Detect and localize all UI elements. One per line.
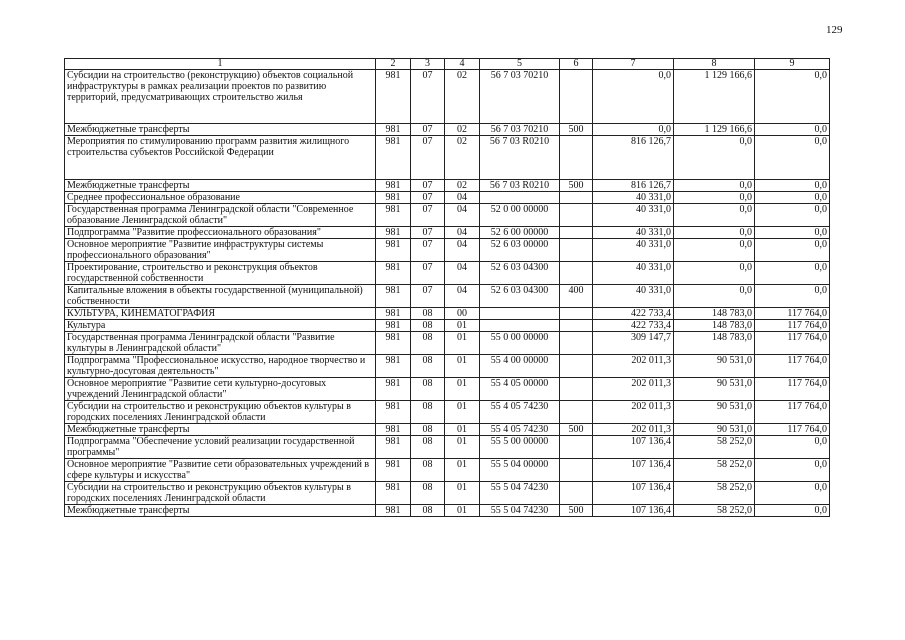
amount-col9-cell: 0,0 <box>755 436 830 459</box>
subsection-code-cell: 01 <box>445 332 480 355</box>
amount-col9-cell: 117 764,0 <box>755 424 830 436</box>
admin-code-cell: 981 <box>376 459 411 482</box>
row-name-cell: Капитальные вложения в объекты государственной (муниципальной) собственности <box>65 285 376 308</box>
table-row <box>65 308 830 320</box>
table-row <box>65 332 830 355</box>
section-code-cell: 08 <box>411 459 445 482</box>
amount-col8-cell: 58 252,0 <box>674 505 755 517</box>
subsection-code-cell: 04 <box>445 262 480 285</box>
target-article-cell: 56 7 03 70210 <box>480 70 560 124</box>
expense-type-cell <box>560 239 593 262</box>
expense-type-cell: 500 <box>560 124 593 136</box>
amount-col9-cell: 117 764,0 <box>755 378 830 401</box>
amount-col8-cell: 0,0 <box>674 227 755 239</box>
table-row <box>65 70 830 124</box>
expense-type-cell: 500 <box>560 505 593 517</box>
column-header: 4 <box>445 59 480 70</box>
amount-col8-cell: 148 783,0 <box>674 320 755 332</box>
amount-col8-cell: 58 252,0 <box>674 459 755 482</box>
target-article-cell: 52 6 03 04300 <box>480 285 560 308</box>
subsection-code-cell: 02 <box>445 70 480 124</box>
expense-type-cell <box>560 192 593 204</box>
row-name-cell: Основное мероприятие "Развитие сети образовательных учреждений в сфере культуры и искусства" <box>65 459 376 482</box>
expense-type-cell <box>560 482 593 505</box>
subsection-code-cell: 02 <box>445 180 480 192</box>
amount-col9-cell: 0,0 <box>755 239 830 262</box>
table-row <box>65 204 830 227</box>
amount-col7-cell: 0,0 <box>593 124 674 136</box>
expense-type-cell <box>560 401 593 424</box>
subsection-code-cell: 01 <box>445 459 480 482</box>
target-article-cell: 55 4 05 74230 <box>480 424 560 436</box>
admin-code-cell: 981 <box>376 262 411 285</box>
amount-col7-cell: 40 331,0 <box>593 227 674 239</box>
budget-table <box>64 58 830 517</box>
row-name-cell: Подпрограмма "Развитие профессионального образования" <box>65 227 376 239</box>
subsection-code-cell: 04 <box>445 192 480 204</box>
amount-col8-cell: 0,0 <box>674 180 755 192</box>
amount-col7-cell: 816 126,7 <box>593 136 674 180</box>
expense-type-cell <box>560 262 593 285</box>
amount-col9-cell: 0,0 <box>755 459 830 482</box>
table-row <box>65 262 830 285</box>
amount-col9-cell: 117 764,0 <box>755 355 830 378</box>
admin-code-cell: 981 <box>376 401 411 424</box>
target-article-cell: 55 4 05 00000 <box>480 378 560 401</box>
subsection-code-cell: 01 <box>445 355 480 378</box>
subsection-code-cell: 04 <box>445 285 480 308</box>
column-header: 3 <box>411 59 445 70</box>
amount-col7-cell: 422 733,4 <box>593 320 674 332</box>
amount-col9-cell: 117 764,0 <box>755 401 830 424</box>
amount-col8-cell: 90 531,0 <box>674 424 755 436</box>
column-header: 2 <box>376 59 411 70</box>
row-name-cell: Основное мероприятие "Развитие инфраструктуры системы профессионального образования" <box>65 239 376 262</box>
section-code-cell: 07 <box>411 180 445 192</box>
expense-type-cell <box>560 204 593 227</box>
amount-col7-cell: 40 331,0 <box>593 239 674 262</box>
target-article-cell: 52 6 03 00000 <box>480 239 560 262</box>
table-row <box>65 227 830 239</box>
amount-col7-cell: 107 136,4 <box>593 436 674 459</box>
amount-col8-cell: 90 531,0 <box>674 401 755 424</box>
row-name-cell: КУЛЬТУРА, КИНЕМАТОГРАФИЯ <box>65 308 376 320</box>
section-code-cell: 07 <box>411 239 445 262</box>
amount-col9-cell: 0,0 <box>755 262 830 285</box>
admin-code-cell: 981 <box>376 505 411 517</box>
table-row <box>65 401 830 424</box>
column-header: 8 <box>674 59 755 70</box>
amount-col8-cell: 0,0 <box>674 285 755 308</box>
row-name-cell: Среднее профессиональное образование <box>65 192 376 204</box>
section-code-cell: 08 <box>411 436 445 459</box>
table-row <box>65 320 830 332</box>
table-row <box>65 459 830 482</box>
expense-type-cell <box>560 320 593 332</box>
target-article-cell: 56 7 03 R0210 <box>480 136 560 180</box>
admin-code-cell: 981 <box>376 424 411 436</box>
subsection-code-cell: 01 <box>445 436 480 459</box>
section-code-cell: 08 <box>411 320 445 332</box>
expense-type-cell: 400 <box>560 285 593 308</box>
amount-col7-cell: 40 331,0 <box>593 192 674 204</box>
admin-code-cell: 981 <box>376 124 411 136</box>
amount-col7-cell: 107 136,4 <box>593 459 674 482</box>
column-header: 9 <box>755 59 830 70</box>
amount-col7-cell: 422 733,4 <box>593 308 674 320</box>
amount-col9-cell: 0,0 <box>755 70 830 124</box>
subsection-code-cell: 01 <box>445 424 480 436</box>
target-article-cell: 56 7 03 70210 <box>480 124 560 136</box>
admin-code-cell: 981 <box>376 204 411 227</box>
amount-col9-cell: 117 764,0 <box>755 332 830 355</box>
expense-type-cell <box>560 459 593 482</box>
row-name-cell: Государственная программа Ленинградской области "Развитие культуры в Ленинградской области" <box>65 332 376 355</box>
target-article-cell <box>480 192 560 204</box>
target-article-cell: 55 5 00 00000 <box>480 436 560 459</box>
amount-col8-cell: 90 531,0 <box>674 355 755 378</box>
section-code-cell: 07 <box>411 136 445 180</box>
column-header: 6 <box>560 59 593 70</box>
admin-code-cell: 981 <box>376 308 411 320</box>
row-name-cell: Субсидии на строительство (реконструкцию) объектов социальной инфраструктуры в рамках реализации проектов по развитию территорий, предусматривающих строительство жилья <box>65 70 376 124</box>
subsection-code-cell: 02 <box>445 136 480 180</box>
subsection-code-cell: 02 <box>445 124 480 136</box>
amount-col8-cell: 0,0 <box>674 192 755 204</box>
amount-col8-cell: 58 252,0 <box>674 436 755 459</box>
admin-code-cell: 981 <box>376 355 411 378</box>
amount-col7-cell: 107 136,4 <box>593 482 674 505</box>
subsection-code-cell: 04 <box>445 239 480 262</box>
table-row <box>65 285 830 308</box>
target-article-cell: 55 5 04 00000 <box>480 459 560 482</box>
section-code-cell: 07 <box>411 227 445 239</box>
admin-code-cell: 981 <box>376 70 411 124</box>
section-code-cell: 08 <box>411 505 445 517</box>
amount-col9-cell: 117 764,0 <box>755 320 830 332</box>
section-code-cell: 08 <box>411 332 445 355</box>
amount-col9-cell: 0,0 <box>755 285 830 308</box>
amount-col7-cell: 202 011,3 <box>593 401 674 424</box>
row-name-cell: Мероприятия по стимулированию программ развития жилищного строительства субъектов Российской Федерации <box>65 136 376 180</box>
expense-type-cell <box>560 355 593 378</box>
section-code-cell: 08 <box>411 355 445 378</box>
admin-code-cell: 981 <box>376 239 411 262</box>
table-row <box>65 192 830 204</box>
subsection-code-cell: 01 <box>445 378 480 401</box>
section-code-cell: 07 <box>411 285 445 308</box>
amount-col9-cell: 0,0 <box>755 204 830 227</box>
row-name-cell: Межбюджетные трансферты <box>65 180 376 192</box>
amount-col7-cell: 40 331,0 <box>593 285 674 308</box>
table-row <box>65 436 830 459</box>
row-name-cell: Подпрограмма "Профессиональное искусство, народное творчество и культурно-досуговая деятельность" <box>65 355 376 378</box>
amount-col8-cell: 0,0 <box>674 204 755 227</box>
amount-col8-cell: 0,0 <box>674 239 755 262</box>
amount-col8-cell: 148 783,0 <box>674 332 755 355</box>
section-code-cell: 07 <box>411 204 445 227</box>
column-header: 5 <box>480 59 560 70</box>
table-row <box>65 239 830 262</box>
amount-col8-cell: 90 531,0 <box>674 378 755 401</box>
section-code-cell: 08 <box>411 378 445 401</box>
expense-type-cell <box>560 436 593 459</box>
table-row <box>65 482 830 505</box>
amount-col9-cell: 0,0 <box>755 227 830 239</box>
admin-code-cell: 981 <box>376 192 411 204</box>
column-header: 7 <box>593 59 674 70</box>
amount-col7-cell: 202 011,3 <box>593 378 674 401</box>
page-number: 129 <box>826 24 843 36</box>
section-code-cell: 08 <box>411 308 445 320</box>
expense-type-cell <box>560 378 593 401</box>
expense-type-cell <box>560 332 593 355</box>
amount-col8-cell: 1 129 166,6 <box>674 124 755 136</box>
expense-type-cell: 500 <box>560 424 593 436</box>
expense-type-cell: 500 <box>560 180 593 192</box>
admin-code-cell: 981 <box>376 227 411 239</box>
table-row <box>65 378 830 401</box>
amount-col9-cell: 0,0 <box>755 136 830 180</box>
amount-col9-cell: 117 764,0 <box>755 308 830 320</box>
row-name-cell: Межбюджетные трансферты <box>65 124 376 136</box>
target-article-cell: 56 7 03 R0210 <box>480 180 560 192</box>
expense-type-cell <box>560 227 593 239</box>
amount-col7-cell: 107 136,4 <box>593 505 674 517</box>
admin-code-cell: 981 <box>376 436 411 459</box>
row-name-cell: Основное мероприятие "Развитие сети культурно-досуговых учреждений Ленинградской области" <box>65 378 376 401</box>
target-article-cell: 55 0 00 00000 <box>480 332 560 355</box>
row-name-cell: Субсидии на строительство и реконструкцию объектов культуры в городских поселениях Ленинградской области <box>65 482 376 505</box>
amount-col9-cell: 0,0 <box>755 124 830 136</box>
admin-code-cell: 981 <box>376 482 411 505</box>
target-article-cell: 52 0 00 00000 <box>480 204 560 227</box>
table-row <box>65 355 830 378</box>
target-article-cell <box>480 308 560 320</box>
subsection-code-cell: 01 <box>445 320 480 332</box>
admin-code-cell: 981 <box>376 332 411 355</box>
target-article-cell: 55 5 04 74230 <box>480 505 560 517</box>
table-row <box>65 136 830 180</box>
admin-code-cell: 981 <box>376 136 411 180</box>
amount-col8-cell: 58 252,0 <box>674 482 755 505</box>
section-code-cell: 07 <box>411 192 445 204</box>
subsection-code-cell: 01 <box>445 482 480 505</box>
table-row <box>65 424 830 436</box>
amount-col7-cell: 816 126,7 <box>593 180 674 192</box>
target-article-cell: 55 4 00 00000 <box>480 355 560 378</box>
target-article-cell: 52 6 00 00000 <box>480 227 560 239</box>
expense-type-cell <box>560 136 593 180</box>
amount-col8-cell: 1 129 166,6 <box>674 70 755 124</box>
section-code-cell: 08 <box>411 482 445 505</box>
subsection-code-cell: 00 <box>445 308 480 320</box>
amount-col9-cell: 0,0 <box>755 180 830 192</box>
target-article-cell: 55 4 05 74230 <box>480 401 560 424</box>
target-article-cell: 52 6 03 04300 <box>480 262 560 285</box>
table-row <box>65 124 830 136</box>
section-code-cell: 07 <box>411 124 445 136</box>
amount-col9-cell: 0,0 <box>755 192 830 204</box>
amount-col7-cell: 202 011,3 <box>593 424 674 436</box>
amount-col7-cell: 0,0 <box>593 70 674 124</box>
amount-col7-cell: 40 331,0 <box>593 204 674 227</box>
section-code-cell: 08 <box>411 401 445 424</box>
row-name-cell: Проектирование, строительство и реконструкция объектов государственной собственности <box>65 262 376 285</box>
row-name-cell: Государственная программа Ленинградской области "Современное образование Ленинградской области" <box>65 204 376 227</box>
section-code-cell: 08 <box>411 424 445 436</box>
admin-code-cell: 981 <box>376 378 411 401</box>
subsection-code-cell: 04 <box>445 204 480 227</box>
admin-code-cell: 981 <box>376 180 411 192</box>
admin-code-cell: 981 <box>376 285 411 308</box>
subsection-code-cell: 04 <box>445 227 480 239</box>
row-name-cell: Культура <box>65 320 376 332</box>
row-name-cell: Субсидии на строительство и реконструкцию объектов культуры в городских поселениях Ленинградской области <box>65 401 376 424</box>
target-article-cell: 55 5 04 74230 <box>480 482 560 505</box>
amount-col7-cell: 202 011,3 <box>593 355 674 378</box>
section-code-cell: 07 <box>411 262 445 285</box>
amount-col7-cell: 309 147,7 <box>593 332 674 355</box>
amount-col8-cell: 0,0 <box>674 136 755 180</box>
subsection-code-cell: 01 <box>445 505 480 517</box>
amount-col8-cell: 148 783,0 <box>674 308 755 320</box>
amount-col9-cell: 0,0 <box>755 482 830 505</box>
amount-col9-cell: 0,0 <box>755 505 830 517</box>
row-name-cell: Межбюджетные трансферты <box>65 424 376 436</box>
row-name-cell: Межбюджетные трансферты <box>65 505 376 517</box>
section-code-cell: 07 <box>411 70 445 124</box>
amount-col7-cell: 40 331,0 <box>593 262 674 285</box>
amount-col8-cell: 0,0 <box>674 262 755 285</box>
column-header: 1 <box>65 59 376 70</box>
table-row <box>65 180 830 192</box>
admin-code-cell: 981 <box>376 320 411 332</box>
table-header-row <box>65 59 830 70</box>
subsection-code-cell: 01 <box>445 401 480 424</box>
expense-type-cell <box>560 308 593 320</box>
expense-type-cell <box>560 70 593 124</box>
table-row <box>65 505 830 517</box>
row-name-cell: Подпрограмма "Обеспечение условий реализации государственной программы" <box>65 436 376 459</box>
target-article-cell <box>480 320 560 332</box>
